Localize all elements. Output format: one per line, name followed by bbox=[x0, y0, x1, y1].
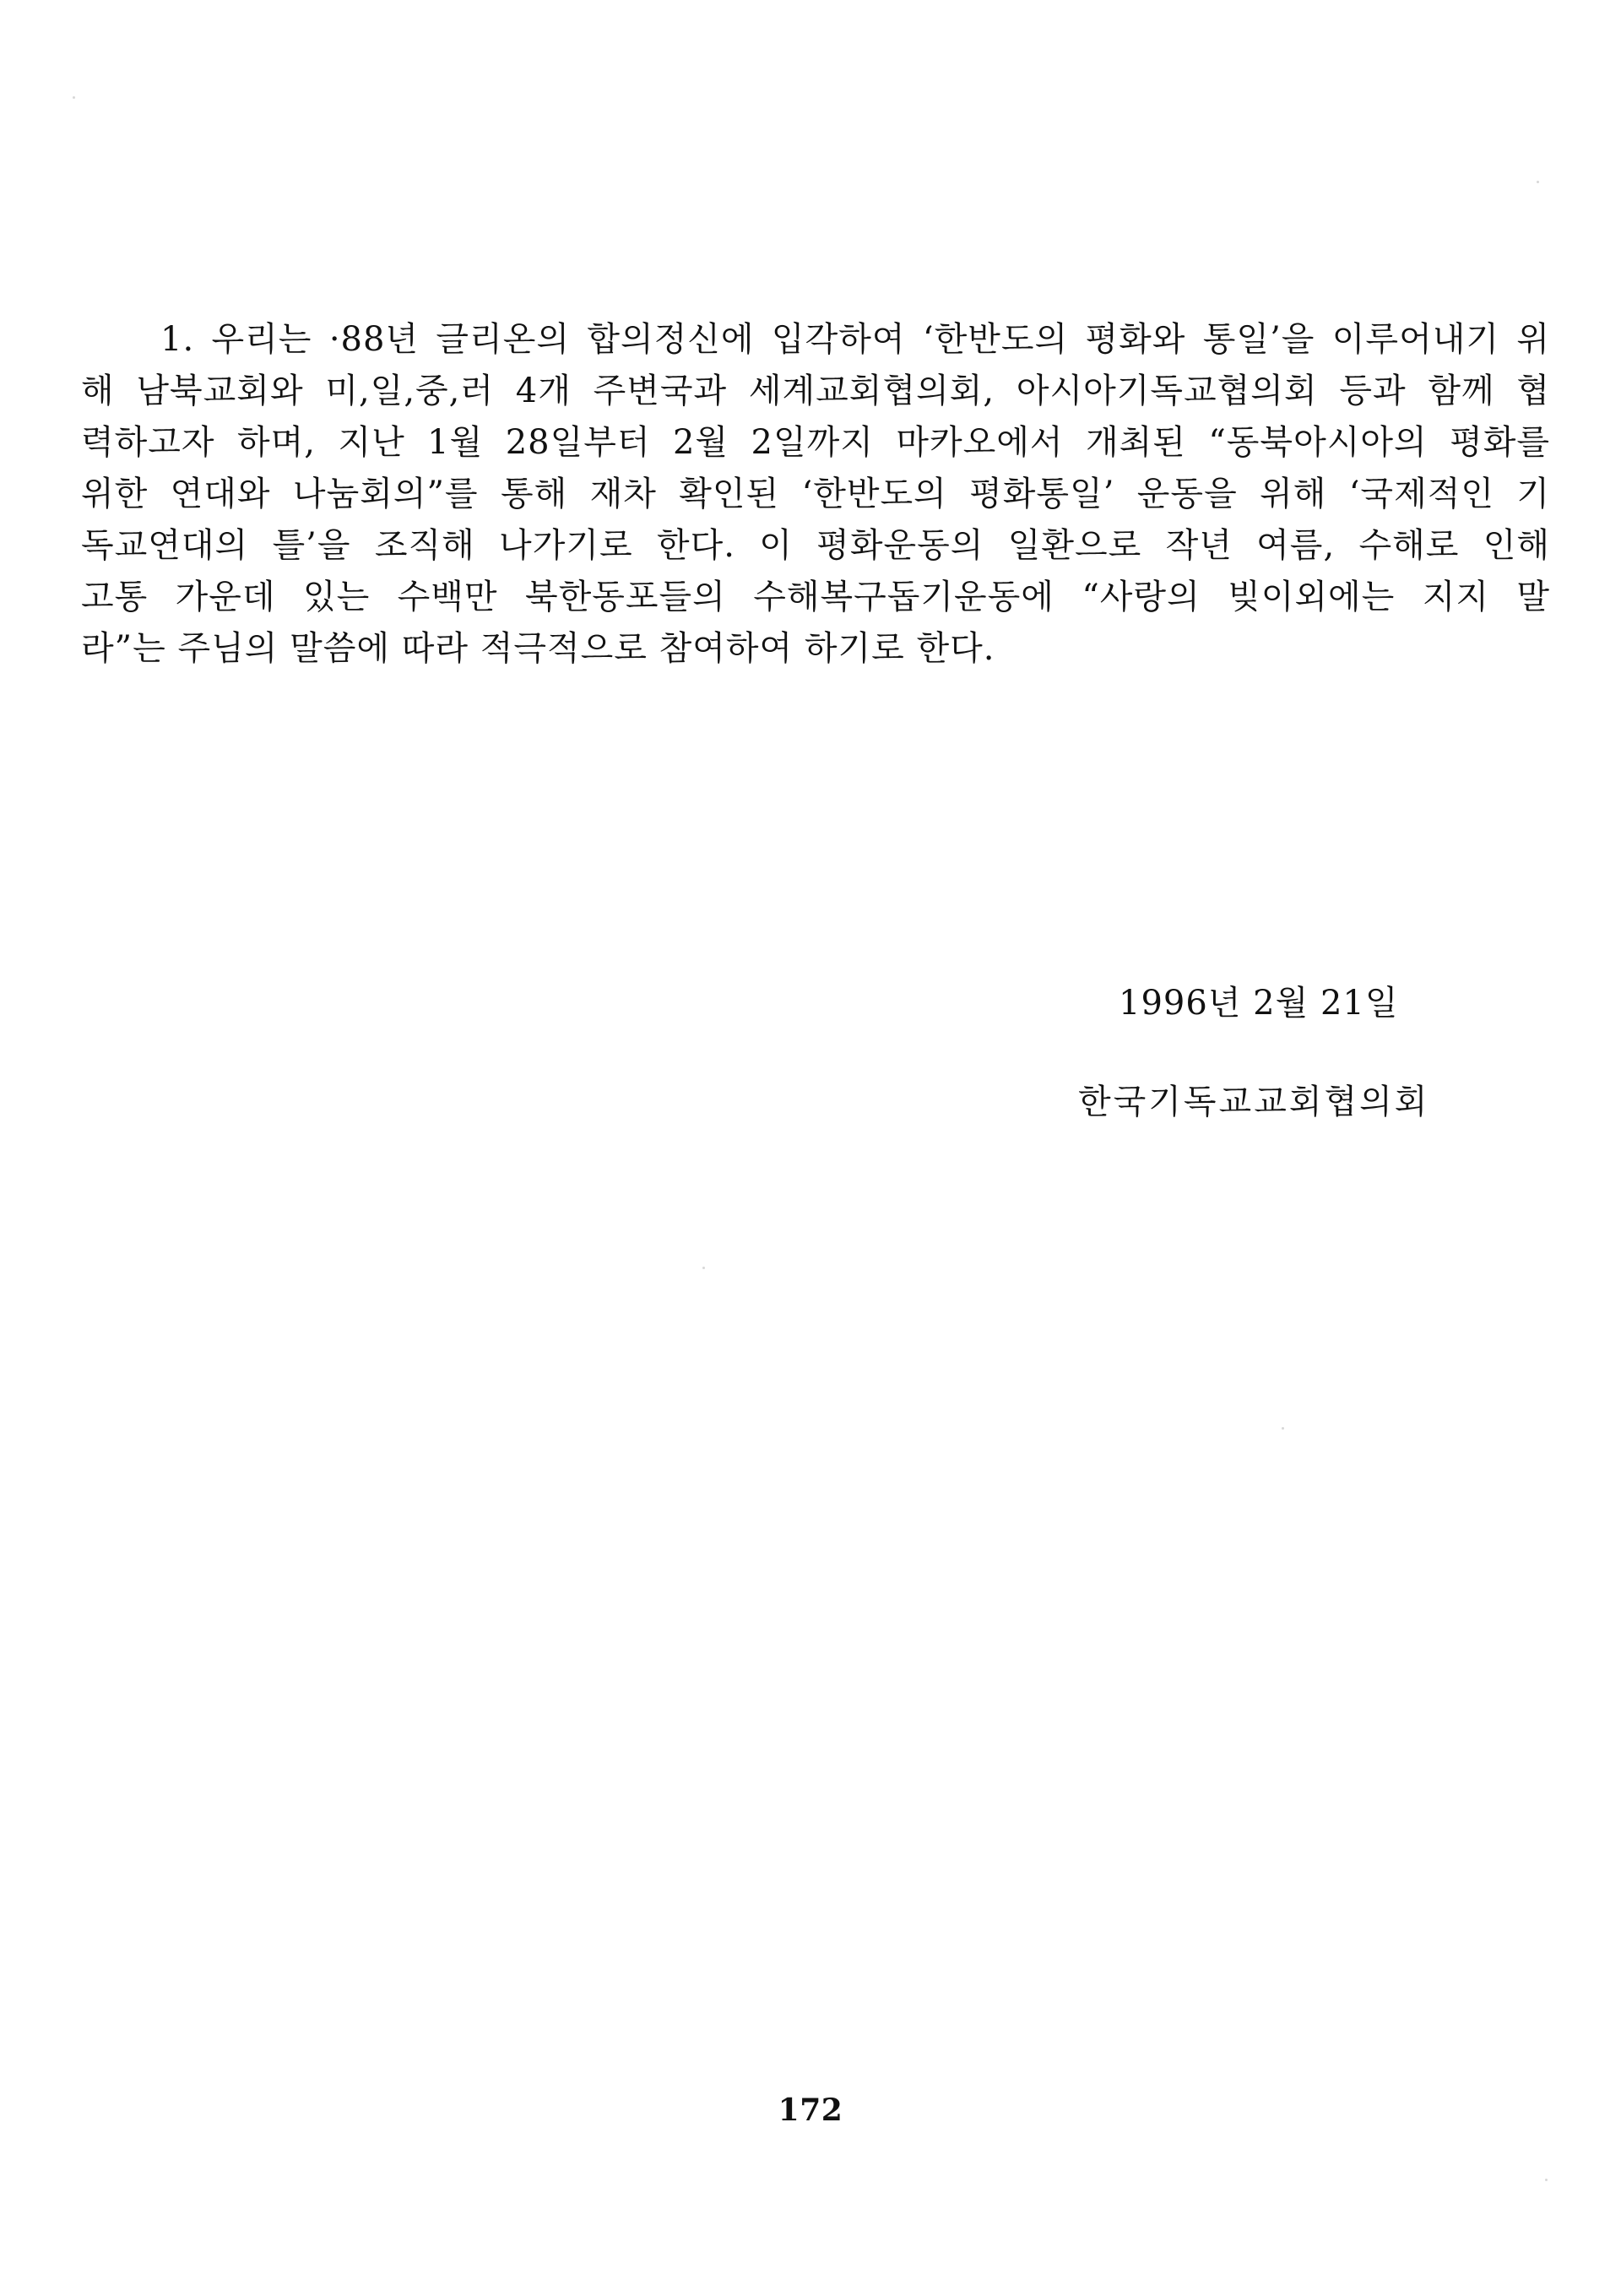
statement-line: 고통 가운데 있는 수백만 북한동포들의 수해복구돕기운동에 “사랑의 빚이외에는 지지 말 bbox=[81, 578, 1550, 616]
statement-line: 위한 연대와 나눔회의”를 통해 재차 확인된 ‘한반도의 평화통일’ 운동을 위해 ‘국제적인 기 bbox=[81, 475, 1550, 513]
statement-line: 독교연대의 틀’을 조직해 나가기로 한다. 이 평화운동의 일환으로 작년 여름, 수해로 인해 bbox=[81, 526, 1550, 565]
statement-line: 1. 우리는 ·88년 글리온의 합의정신에 입각하여 ‘한반도의 평화와 통일’을 이루어내기 위 bbox=[160, 320, 1550, 359]
signature-organization: 한국기독교교회협의회 bbox=[1078, 1083, 1430, 1121]
scan-speck bbox=[1282, 1427, 1284, 1430]
page-number: 172 bbox=[778, 2092, 843, 2128]
scan-speck bbox=[1545, 2179, 1548, 2181]
scan-speck bbox=[702, 1267, 705, 1269]
statement-line: 력하고자 하며, 지난 1월 28일부터 2월 2일까지 마카오에서 개최된 “동북아시아의 평화를 bbox=[81, 423, 1550, 462]
statement-paragraph bbox=[81, 314, 1550, 675]
statement-line: 해 남북교회와 미,일,중,러 4개 주변국과 세계교회협의회, 아시아기독교협의회 등과 함께 협 bbox=[81, 372, 1550, 410]
scan-speck bbox=[1537, 181, 1539, 183]
signature-date: 1996년 2월 21일 bbox=[1119, 984, 1399, 1023]
scan-speck bbox=[73, 96, 75, 99]
statement-line: 라”는 주님의 말씀에 따라 적극적으로 참여하여 하기로 한다. bbox=[81, 629, 995, 668]
